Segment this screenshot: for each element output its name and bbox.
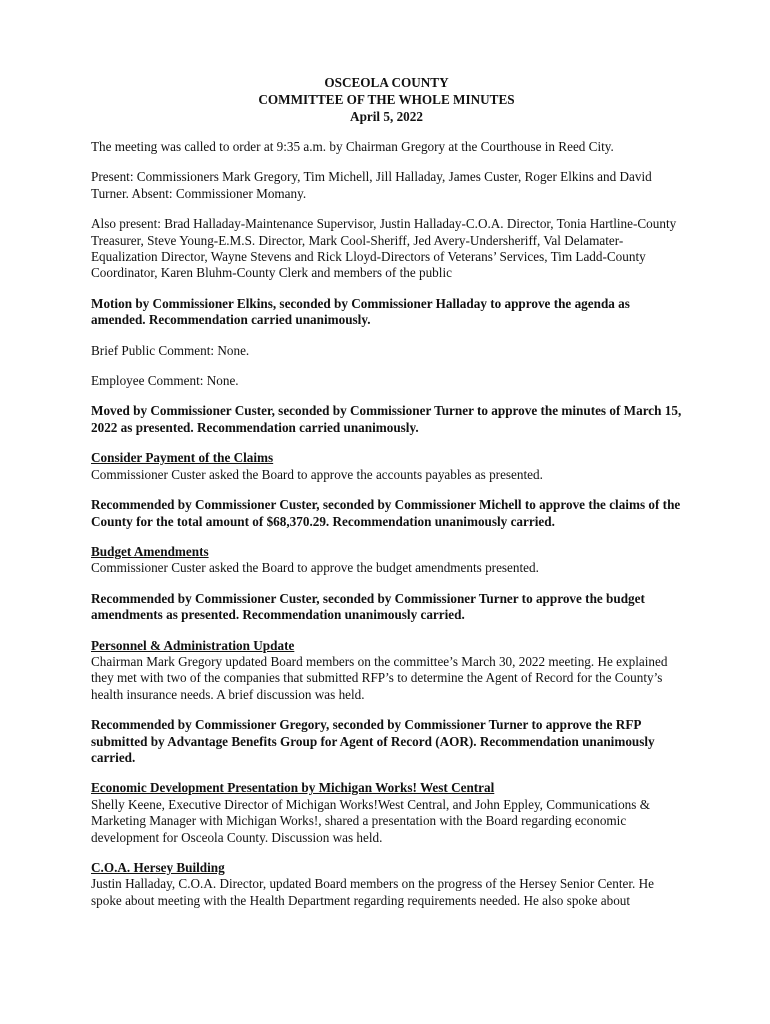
public-comment: Brief Public Comment: None. — [91, 342, 250, 358]
motion-agenda: Motion by Commissioner Elkins, seconded by Commissioner Halladay to approve the agenda as amended. Recommendation carried unanimously. — [91, 295, 630, 328]
motion-personnel: Recommended by Commissioner Gregory, seconded by Commissioner Turner to approve the RFP submitted by Advantage Benefits Group for Agent of Record (AOR). Recommendation unanimously carried. — [91, 717, 655, 765]
section-budget — [91, 544, 682, 577]
county-name: OSCEOLA COUNTY — [324, 75, 449, 90]
section-personnel — [91, 638, 682, 704]
meeting-date: April 5, 2022 — [350, 109, 423, 124]
section-body: Chairman Mark Gregory updated Board members on the committee’s March 30, 2022 meeting. He explained they met with two of the companies that submitted RFP’s to determine the Agent of Record for the County’s health insurance needs. A brief discussion was held. — [91, 653, 668, 702]
section-coa — [91, 860, 682, 909]
motion-claims: Recommended by Commissioner Custer, seconded by Commissioner Michell to approve the claims of the County for the total amount of $68,370.29. Recommendation unanimously carried. — [91, 497, 681, 529]
section-title: Personnel & Administration Update — [91, 637, 295, 653]
section-body: Shelly Keene, Executive Director of Michigan Works!West Central, and John Eppley, Communications & Marketing Manager with Michigan Works!, shared a presentation with the Board regarding economic development for Osceola County. Discussion was held. — [91, 796, 650, 845]
employee-comment: Employee Comment: None. — [91, 373, 239, 389]
section-claims — [91, 450, 682, 483]
section-title: C.O.A. Hersey Building — [91, 860, 225, 875]
section-title: Economic Development Presentation by Michigan Works! West Central — [91, 780, 495, 796]
section-title: Budget Amendments — [91, 543, 209, 559]
section-econ-dev — [91, 780, 682, 846]
document-header — [91, 74, 682, 125]
attendance-present: Present: Commissioners Mark Gregory, Tim Michell, Jill Halladay, James Custer, Roger Elkins and David Turner. Absent: Commissioner Momany. — [91, 169, 652, 201]
section-body: Commissioner Custer asked the Board to approve the budget amendments presented. — [91, 560, 539, 576]
document-title: COMMITTEE OF THE WHOLE MINUTES — [258, 92, 515, 107]
motion-minutes: Moved by Commissioner Custer, seconded by Commissioner Turner to approve the minutes of March 15, 2022 as presented. Recommendation carried unanimously. — [91, 403, 682, 435]
section-body: Commissioner Custer asked the Board to approve the accounts payables as presented. — [91, 466, 543, 482]
motion-budget: Recommended by Commissioner Custer, seconded by Commissioner Turner to approve the budget amendments as presented. Recommendation unanimously carried. — [91, 590, 645, 623]
section-body: Justin Halladay, C.O.A. Director, updated Board members on the progress of the Hersey Senior Center. He spoke about meeting with the Health Department regarding requirements needed. He also spoke about — [91, 876, 654, 908]
attendance-also-present: Also present: Brad Halladay-Maintenance Supervisor, Justin Halladay-C.O.A. Director, Tonia Hartline-County Treasurer, Steve Young-E.M.S. Director, Mark Cool-Sheriff, Jed Avery-Undersheriff, Val Delamater-Equalization Director, Wayne Stevens and Rick Lloyd-Directors of Veterans’ Services, Tim Ladd-County Coordinator, Karen Bluhm-County Clerk and members of the public — [91, 216, 677, 281]
call-to-order: The meeting was called to order at 9:35 a.m. by Chairman Gregory at the Courthouse in Reed City. — [91, 139, 614, 154]
section-title: Consider Payment of the Claims — [91, 450, 274, 466]
